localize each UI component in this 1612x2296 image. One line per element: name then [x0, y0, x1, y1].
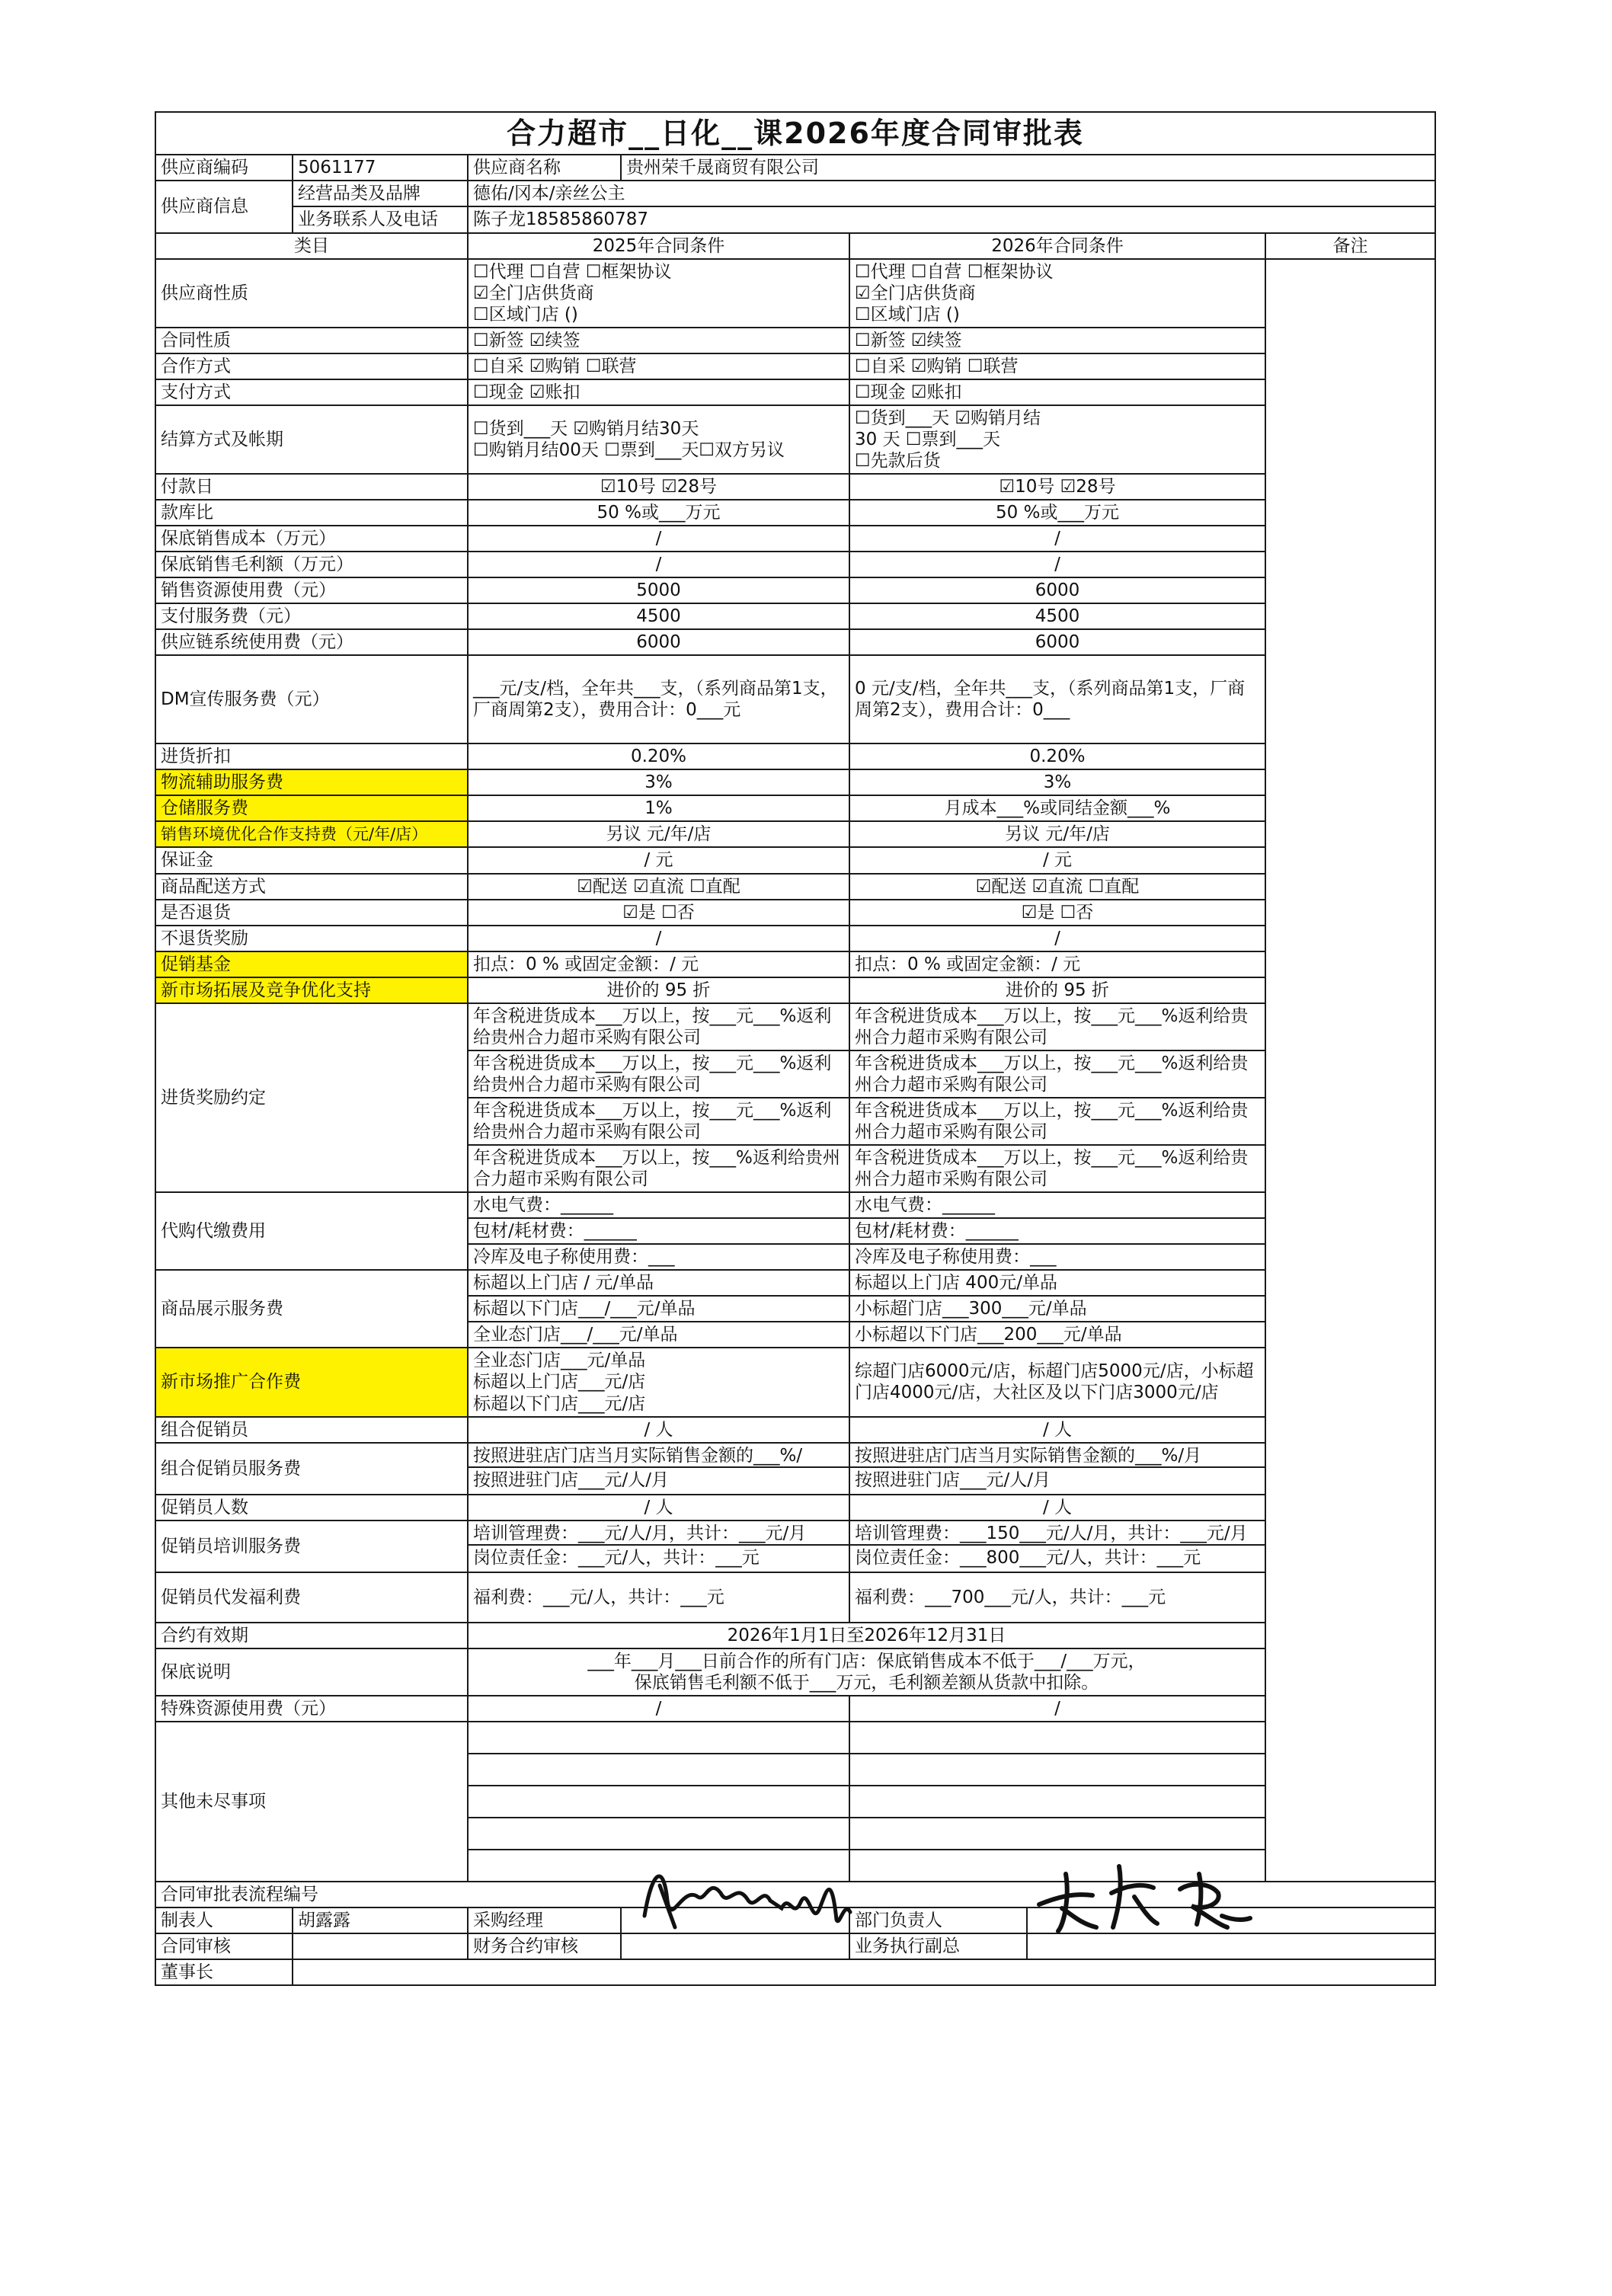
- form-title: 合力超市__日化__课2026年度合同审批表: [155, 112, 1435, 155]
- other-2025-5: [468, 1850, 849, 1882]
- min-cost-2026: /: [849, 526, 1265, 552]
- other-2026-5: [849, 1850, 1265, 1882]
- row-label: 进货奖励约定: [155, 1003, 468, 1192]
- rebate-2026-1: 年含税进货成本___万以上，按___元___%返利给贵州合力超市采购有限公司: [849, 1003, 1265, 1050]
- supply-chain-2025: 6000: [468, 629, 849, 655]
- flow-number-label: 合同审批表流程编号: [155, 1882, 1435, 1907]
- pay-service-2025: 4500: [468, 603, 849, 629]
- display-2026-1: 标超以上门店 400元/单品: [849, 1270, 1265, 1296]
- rebate-2025-4: 年含税进货成本___万以上，按___%返利给贵州合力超市采购有限公司: [468, 1145, 849, 1192]
- row-label: 支付服务费（元）: [155, 603, 468, 629]
- row-label: 保底说明: [155, 1648, 468, 1696]
- row-label: 款库比: [155, 500, 468, 526]
- promo-fund-2025: 扣点：0 % 或固定金额：/ 元: [468, 951, 849, 977]
- other-2026-2: [849, 1754, 1265, 1786]
- coop-mode-2026: ☐自采 ☑购销 ☐联营: [849, 353, 1265, 379]
- special-2025: /: [468, 1696, 849, 1722]
- row-label: 促销基金: [155, 951, 468, 977]
- contract-review-label: 合同审核: [155, 1933, 293, 1959]
- display-2026-3: 小标超以下门店___200___元/单品: [849, 1322, 1265, 1348]
- no-return-2025: /: [468, 926, 849, 951]
- validity-value: 2026年1月1日至2026年12月31日: [468, 1623, 1265, 1648]
- row-label: 合作方式: [155, 353, 468, 379]
- display-2025-1: 标超以上门店 / 元/单品: [468, 1270, 849, 1296]
- row-label: 供应商性质: [155, 259, 468, 328]
- row-label: 保底销售毛利额（万元）: [155, 552, 468, 577]
- welfare-2025: 福利费：___元/人，共计：___元: [468, 1572, 849, 1623]
- approval-form: [155, 111, 1434, 1986]
- row-label: 合约有效期: [155, 1623, 468, 1648]
- row-label: 保底销售成本（万元）: [155, 526, 468, 552]
- payment-mode-2025: ☐现金 ☑账扣: [468, 379, 849, 405]
- ad-2025: 全业态门店___元/单品 标超以上门店___元/店 标超以下门店___元/店: [468, 1348, 849, 1416]
- rebate-2026-3: 年含税进货成本___万以上，按___元___%返利给贵州合力超市采购有限公司: [849, 1098, 1265, 1145]
- agency-2026-2: 包材/耗材费：______: [849, 1218, 1265, 1244]
- warehouse-2025: 1%: [468, 795, 849, 821]
- pay-day-2026: ☑10号 ☑28号: [849, 474, 1265, 500]
- row-label: 特殊资源使用费（元）: [155, 1696, 468, 1722]
- buyer-manager-label: 采购经理: [468, 1907, 621, 1933]
- display-2026-2: 小标超门店___300___元/单品: [849, 1296, 1265, 1322]
- min-margin-2026: /: [849, 552, 1265, 577]
- display-2025-2: 标超以下门店___/___元/单品: [468, 1296, 849, 1322]
- logistics-2025: 3%: [468, 769, 849, 795]
- exec-gm-value: [1027, 1933, 1435, 1959]
- ad-2026: 综超门店6000元/店，标超门店5000元/店，小标超门店4000元/店，大社区及以下门店3000元/店: [849, 1348, 1265, 1416]
- training-2025: 培训管理费：___元/人/月，共计：___元/月 岗位责任金：___元/人，共计：___元: [468, 1521, 849, 1572]
- chairman-value: [293, 1959, 1435, 1985]
- welfare-2026: 福利费：___700___元/人，共计：___元: [849, 1572, 1265, 1623]
- settlement-2025: ☐货到___天 ☑购销月结30天 ☐购销月结00天 ☐票到___天☐双方另议: [468, 405, 849, 474]
- supplier-nature-2025: ☐代理 ☐自营 ☐框架协议 ☑全门店供货商 ☐区域门店 (): [468, 259, 849, 328]
- row-label: 新市场推广合作费: [155, 1348, 468, 1416]
- rebate-2026-2: 年含税进货成本___万以上，按___元___%返利给贵州合力超市采购有限公司: [849, 1050, 1265, 1098]
- contract-nature-2026: ☐新签 ☑续签: [849, 328, 1265, 353]
- combo-staff-2026: / 人: [849, 1417, 1265, 1443]
- contact-value: 陈子龙18585860787: [468, 206, 1435, 232]
- pay-ratio-2026: 50 %或___万元: [849, 500, 1265, 526]
- other-2026-1: [849, 1722, 1265, 1754]
- promo-resource-2026: 6000: [849, 577, 1265, 603]
- maker-name: 胡露露: [293, 1907, 468, 1933]
- agency-2026-1: 水电气费：______: [849, 1192, 1265, 1218]
- min-margin-2025: /: [468, 552, 849, 577]
- no-return-2026: /: [849, 926, 1265, 951]
- deposit-2026: / 元: [849, 847, 1265, 873]
- logistics-2026: 3%: [849, 769, 1265, 795]
- dept-head-label: 部门负责人: [849, 1907, 1027, 1933]
- contract-nature-2025: ☐新签 ☑续签: [468, 328, 849, 353]
- agency-2025-2: 包材/耗材费：______: [468, 1218, 849, 1244]
- rebate-2025-1: 年含税进货成本___万以上，按___元___%返利给贵州合力超市采购有限公司: [468, 1003, 849, 1050]
- return-2026: ☑是 ☐否: [849, 900, 1265, 926]
- row-label: 合同性质: [155, 328, 468, 353]
- payment-mode-2026: ☐现金 ☑账扣: [849, 379, 1265, 405]
- row-label: 物流辅助服务费: [155, 769, 468, 795]
- other-2025-1: [468, 1722, 849, 1754]
- row-label: 其他未尽事项: [155, 1722, 468, 1882]
- row-label: 仓储服务费: [155, 795, 468, 821]
- dm-fee-2026: 0 元/支/档，全年共___支，（系列商品第1支，厂商周第2支），费用合计：0___: [849, 655, 1265, 743]
- row-label: 组合促销员: [155, 1417, 468, 1443]
- row-label: 支付方式: [155, 379, 468, 405]
- delivery-2025: ☑配送 ☑直流 ☐直配: [468, 874, 849, 900]
- row-label: DM宣传服务费（元）: [155, 655, 468, 743]
- training-2026: 培训管理费：___150___元/人/月，共计：___元/月 岗位责任金：___800___元/人，共计：___元: [849, 1521, 1265, 1572]
- market-2025: 进价的 95 折: [468, 977, 849, 1003]
- exec-gm-label: 业务执行副总: [849, 1933, 1027, 1959]
- row-label: 进货折扣: [155, 743, 468, 769]
- row-label: 新市场拓展及竞争优化支持: [155, 977, 468, 1003]
- rebate-2026-4: 年含税进货成本___万以上，按___元___%返利给贵州合力超市采购有限公司: [849, 1145, 1265, 1192]
- supplier-name-label: 供应商名称: [468, 155, 621, 181]
- header-2026: 2026年合同条件: [849, 233, 1265, 259]
- row-label: 商品展示服务费: [155, 1270, 468, 1348]
- finance-review-value: [621, 1933, 849, 1959]
- chairman-label: 董事长: [155, 1959, 293, 1985]
- display-2025-3: 全业态门店___/___元/单品: [468, 1322, 849, 1348]
- brand-value: 德佑/冈本/亲丝公主: [468, 181, 1435, 206]
- row-label: 促销员代发福利费: [155, 1572, 468, 1623]
- row-label: 促销员人数: [155, 1495, 468, 1521]
- finance-review-label: 财务合约审核: [468, 1933, 621, 1959]
- discount-2026: 0.20%: [849, 743, 1265, 769]
- row-label: 代购代缴费用: [155, 1192, 468, 1270]
- deposit-2025: / 元: [468, 847, 849, 873]
- approval-table: [155, 111, 1436, 1986]
- row-label: 销售环境优化合作支持费（元/年/店）: [155, 821, 468, 847]
- agency-2026-3: 冷库及电子称使用费：___: [849, 1244, 1265, 1270]
- dept-head-signature: [1027, 1907, 1435, 1933]
- other-2025-3: [468, 1786, 849, 1818]
- header-2025: 2025年合同条件: [468, 233, 849, 259]
- row-label: 供应链系统使用费（元）: [155, 629, 468, 655]
- contract-review-value: [293, 1933, 468, 1959]
- brand-label: 经营品类及品牌: [293, 181, 468, 206]
- special-2026: /: [849, 1696, 1265, 1722]
- promo-fund-2026: 扣点：0 % 或固定金额：/ 元: [849, 951, 1265, 977]
- supply-chain-2026: 6000: [849, 629, 1265, 655]
- guarantee-value: ___年___月___日前合作的所有门店：保底销售成本不低于___/___万元， 保底销售毛利额不低于___万元，毛利额差额从货款中扣除。: [468, 1648, 1265, 1696]
- combo-fee-2025: 按照进驻店门店当月实际销售金额的___%/ 按照进驻门店___元/人/月: [468, 1443, 849, 1495]
- header-remark: 备注: [1265, 233, 1435, 259]
- maker-label: 制表人: [155, 1907, 293, 1933]
- row-label: 不退货奖励: [155, 926, 468, 951]
- promoter-count-2025: / 人: [468, 1495, 849, 1521]
- supplier-code-label: 供应商编码: [155, 155, 293, 181]
- warehouse-2026: 月成本___%或同结金额___%: [849, 795, 1265, 821]
- pay-ratio-2025: 50 %或___万元: [468, 500, 849, 526]
- other-2025-4: [468, 1818, 849, 1850]
- other-2026-4: [849, 1818, 1265, 1850]
- row-label: 商品配送方式: [155, 874, 468, 900]
- discount-2025: 0.20%: [468, 743, 849, 769]
- row-label: 促销员培训服务费: [155, 1521, 468, 1572]
- combo-fee-2026: 按照进驻店门店当月实际销售金额的___%/月 按照进驻门店___元/人/月: [849, 1443, 1265, 1495]
- header-category: 类目: [155, 233, 468, 259]
- row-label: 组合促销员服务费: [155, 1443, 468, 1495]
- combo-staff-2025: / 人: [468, 1417, 849, 1443]
- row-label: 付款日: [155, 474, 468, 500]
- delivery-2026: ☑配送 ☑直流 ☐直配: [849, 874, 1265, 900]
- contact-label: 业务联系人及电话: [293, 206, 468, 232]
- other-2026-3: [849, 1786, 1265, 1818]
- supplier-info-label: 供应商信息: [155, 181, 293, 232]
- coop-mode-2025: ☐自采 ☑购销 ☐联营: [468, 353, 849, 379]
- supplier-name: 贵州荣千晟商贸有限公司: [621, 155, 1435, 181]
- row-label: 结算方式及帐期: [155, 405, 468, 474]
- row-label: 销售资源使用费（元）: [155, 577, 468, 603]
- promoter-count-2026: / 人: [849, 1495, 1265, 1521]
- market-2026: 进价的 95 折: [849, 977, 1265, 1003]
- buyer-manager-signature: [621, 1907, 849, 1933]
- row-label: 是否退货: [155, 900, 468, 926]
- remark-column: [1265, 259, 1435, 1882]
- settlement-2026: ☐货到___天 ☑购销月结 30 天 ☐票到___天 ☐先款后货: [849, 405, 1265, 474]
- rebate-2025-3: 年含税进货成本___万以上，按___元___%返利给贵州合力超市采购有限公司: [468, 1098, 849, 1145]
- environment-2025: 另议 元/年/店: [468, 821, 849, 847]
- agency-2025-3: 冷库及电子称使用费：___: [468, 1244, 849, 1270]
- supplier-nature-2026: ☐代理 ☐自营 ☐框架协议 ☑全门店供货商 ☐区域门店 (): [849, 259, 1265, 328]
- other-2025-2: [468, 1754, 849, 1786]
- row-label: 保证金: [155, 847, 468, 873]
- rebate-2025-2: 年含税进货成本___万以上，按___元___%返利给贵州合力超市采购有限公司: [468, 1050, 849, 1098]
- pay-day-2025: ☑10号 ☑28号: [468, 474, 849, 500]
- return-2025: ☑是 ☐否: [468, 900, 849, 926]
- dm-fee-2025: ___元/支/档，全年共___支，（系列商品第1支，厂商周第2支），费用合计：0___元: [468, 655, 849, 743]
- promo-resource-2025: 5000: [468, 577, 849, 603]
- agency-2025-1: 水电气费：______: [468, 1192, 849, 1218]
- supplier-code: 5061177: [293, 155, 468, 181]
- environment-2026: 另议 元/年/店: [849, 821, 1265, 847]
- pay-service-2026: 4500: [849, 603, 1265, 629]
- min-cost-2025: /: [468, 526, 849, 552]
